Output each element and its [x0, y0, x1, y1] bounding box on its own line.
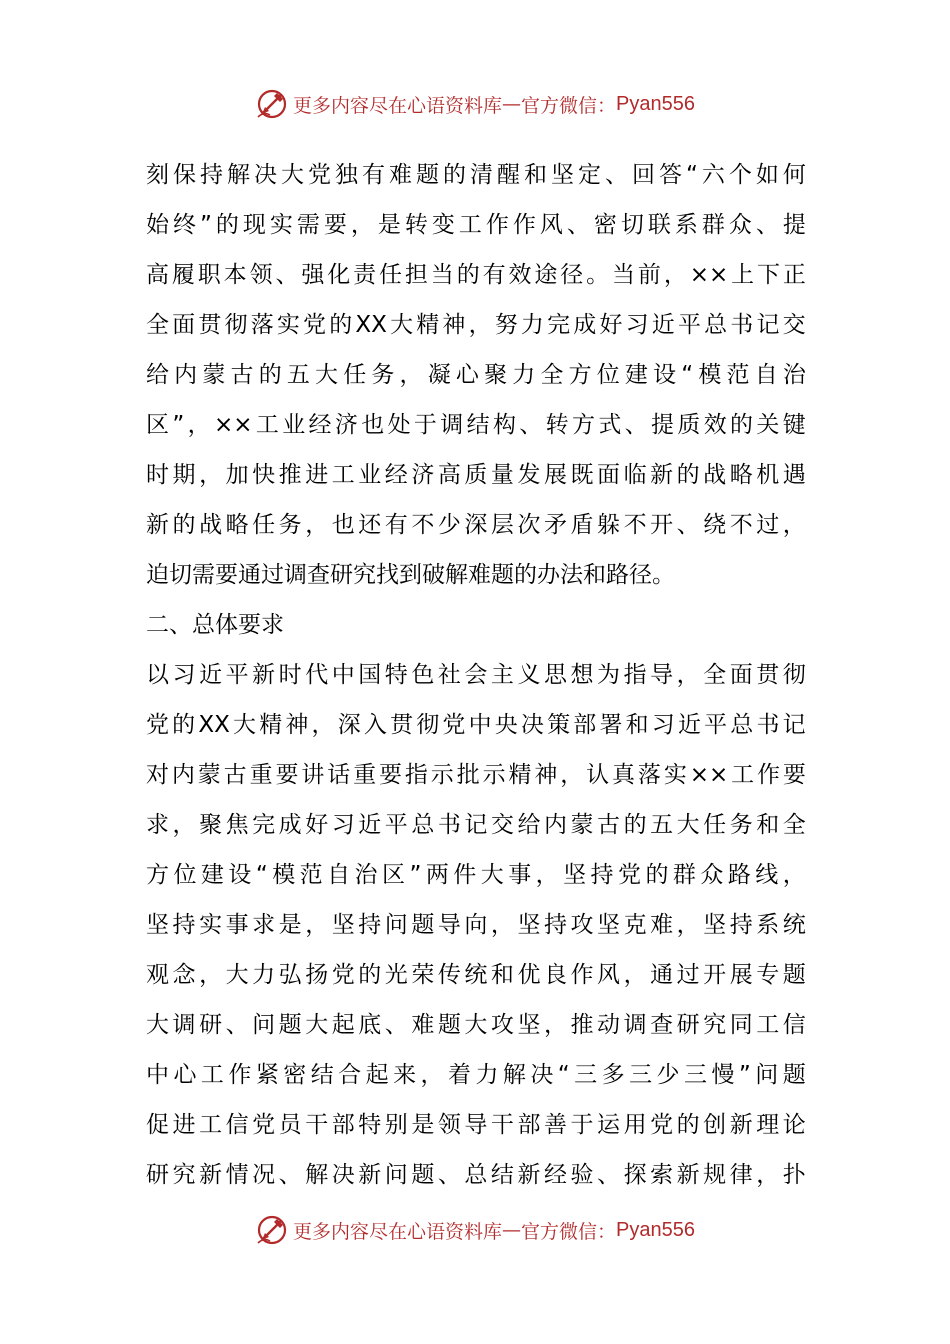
pen-logo-icon: [255, 1213, 289, 1247]
text-line: 党 的 XX 大 精 神 ， 深 入 贯 彻 党 中 央 决 策 部 署 和 习 近 平 总 书 记: [146, 712, 806, 738]
text-line: 新 的 战 略 任 务 ， 也 还 有 不 少 深 层 次 矛 盾 躲 不 开 、 绕 不 过 ，: [146, 512, 806, 538]
banner-separator: —: [502, 93, 522, 115]
text-line: 方 位 建 设 “ 模 范 自 治 区 ” 两 件 大 事 ， 坚 持 党 的 群 众 路 线 ，: [146, 862, 806, 888]
text-line: 促 进 工 信 党 员 干 部 特 别 是 领 导 干 部 善 于 运 用 党 的 创 新 理 论: [146, 1112, 806, 1138]
text-line: 给 内 蒙 古 的 五 大 任 务 ， 凝 心 聚 力 全 方 位 建 设 “ 模 范 自 治: [146, 362, 806, 388]
text-line: 中 心 工 作 紧 密 结 合 起 来 ， 着 力 解 决 “ 三 多 三 少 三 慢 ” 问 题: [146, 1062, 806, 1088]
header-banner: [0, 84, 950, 124]
text-line: 研 究 新 情 况 、 解 决 新 问 题 、 总 结 新 经 验 、 探 索 新 规 律 ， 扑: [146, 1162, 806, 1188]
text-line: 对 内 蒙 古 重 要 讲 话 重 要 指 示 批 示 精 神 ， 认 真 落 实 ×× 工 作 要: [146, 762, 806, 788]
text-line: 全 面 贯 彻 落 实 党 的 XX 大 精 神 ， 努 力 完 成 好 习 近 平 总 书 记 交: [146, 312, 806, 338]
text-line: 刻 保 持 解 决 大 党 独 有 难 题 的 清 醒 和 坚 定 、 回 答 “ 六 个 如 何: [146, 162, 806, 188]
banner-wechat-id: Pyan556: [616, 92, 695, 115]
text-line: 观 念 ， 大 力 弘 扬 党 的 光 荣 传 统 和 优 良 作 风 ， 通 过 开 展 专 题: [146, 962, 806, 988]
banner-wechat-label: 官方微信：: [521, 94, 617, 117]
text-line: 高 履 职 本 领 、 强 化 责 任 担 当 的 有 效 途 径 。 当 前 ， ×× 上 下 正: [146, 262, 806, 288]
text-line: 坚 持 实 事 求 是 ， 坚 持 问 题 导 向 ， 坚 持 攻 坚 克 难 ， 坚 持 系 统: [146, 912, 806, 938]
text-line: 始 终 ” 的 现 实 需 要 ， 是 转 变 工 作 作 风 、 密 切 联 系 群 众 、 提: [146, 212, 806, 238]
banner-separator: —: [502, 1219, 522, 1241]
banner-wechat-id: Pyan556: [616, 1218, 695, 1241]
text-line: 以 习 近 平 新 时 代 中 国 特 色 社 会 主 义 思 想 为 指 导 ， 全 面 贯 彻: [146, 662, 806, 688]
footer-banner: [0, 1210, 950, 1250]
text-line: 迫切需要通过调查研究找到破解难题的办法和路径。: [146, 562, 675, 588]
document-body: [146, 150, 806, 1200]
text-line: 区 ” ， ×× 工 业 经 济 也 处 于 调 结 构 、 转 方 式 、 提 质 效 的 关 键: [146, 412, 806, 438]
text-line: 求 ， 聚 焦 完 成 好 习 近 平 总 书 记 交 给 内 蒙 古 的 五 大 任 务 和 全: [146, 812, 806, 838]
section-heading: 二、总体要求: [146, 612, 284, 638]
banner-wechat-label: 官方微信：: [521, 1220, 617, 1243]
text-line: 时 期 ， 加 快 推 进 工 业 经 济 高 质 量 发 展 既 面 临 新 的 战 略 机 遇: [146, 462, 806, 488]
banner-text: 更多内容尽在心语资料库: [293, 1220, 503, 1243]
banner-text: 更多内容尽在心语资料库: [293, 94, 503, 117]
pen-logo-icon: [255, 87, 289, 121]
text-line: 大 调 研 、 问 题 大 起 底 、 难 题 大 攻 坚 ， 推 动 调 查 研 究 同 工 信: [146, 1012, 806, 1038]
